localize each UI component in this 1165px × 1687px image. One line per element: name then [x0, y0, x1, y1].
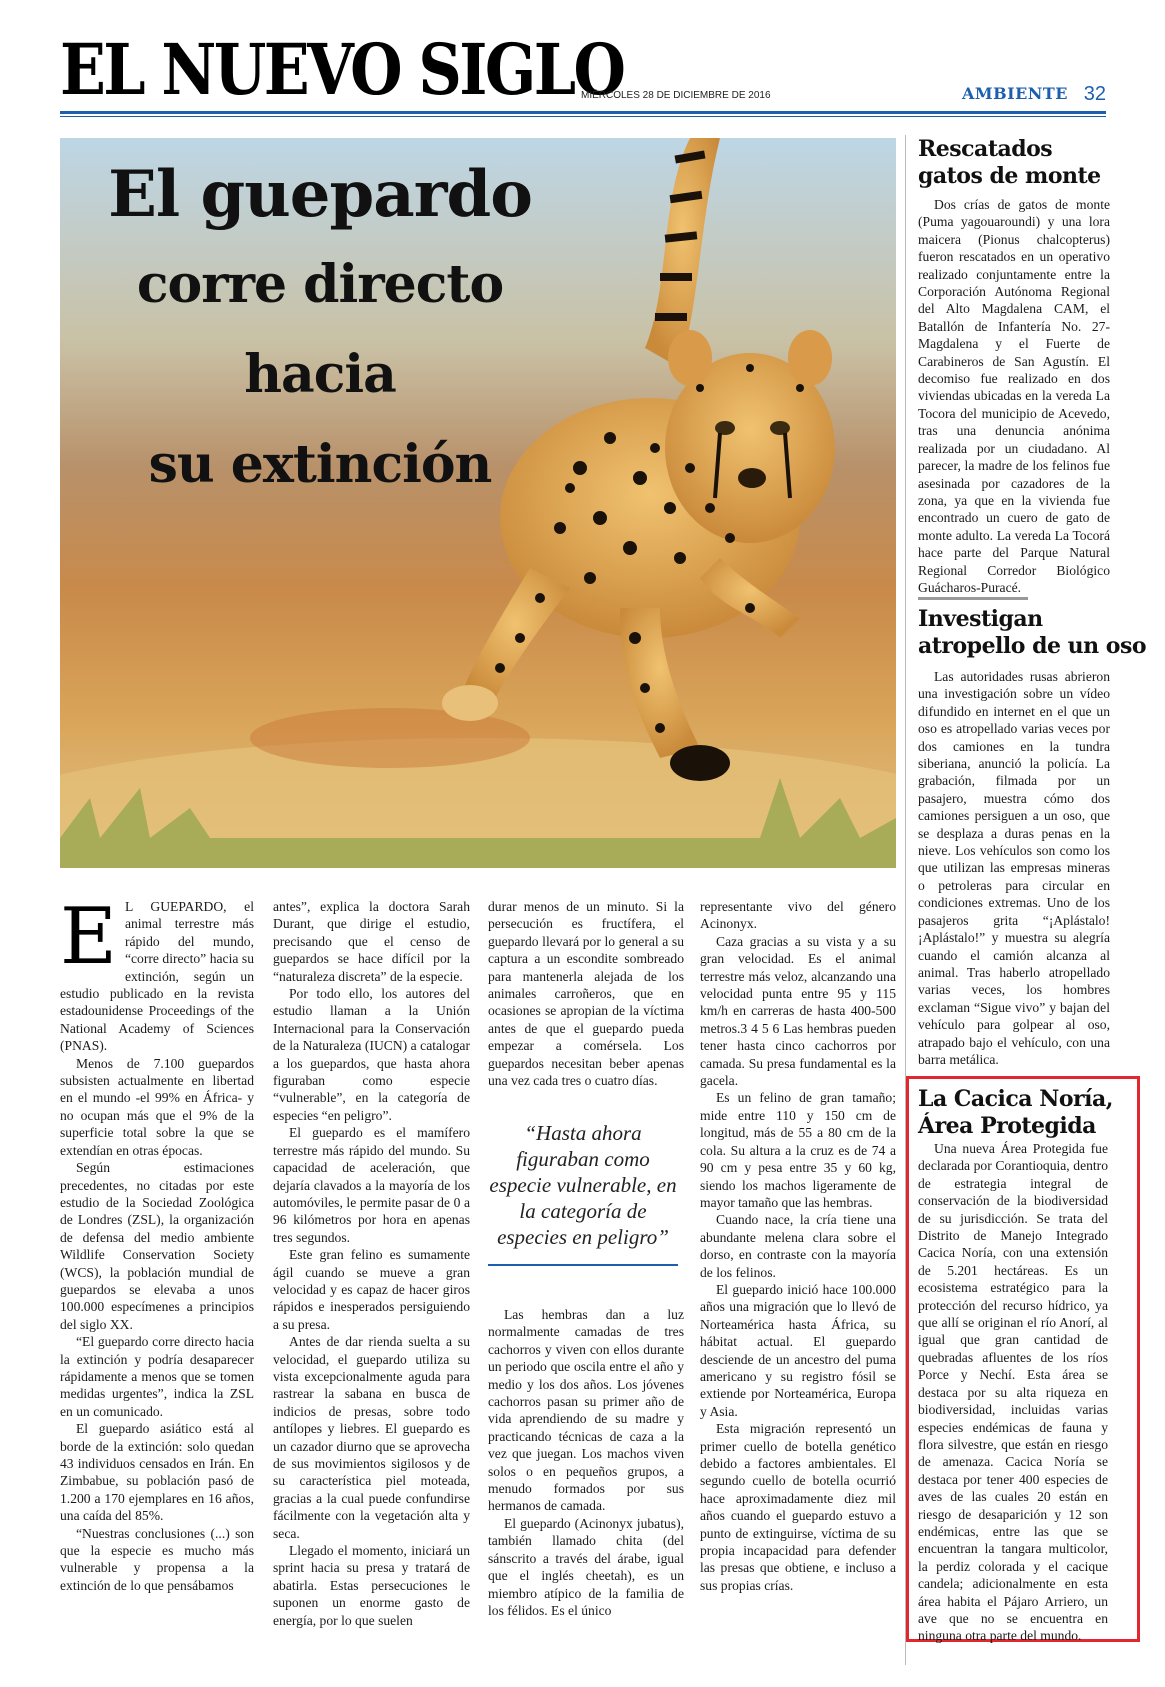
headline-line: atropello de un oso — [918, 633, 1147, 659]
paragraph: “El guepardo corre directo hacia la extinción y podría desaparecer rápidamente a menos que se tomen medidas urgentes”, indica la ZSL en un comunicado. — [60, 1334, 254, 1419]
masthead — [60, 30, 1106, 110]
sidebar-story-3-text: Una nueva Área Protegida fue declarada por Corantioquia, dentro de estrategia integral de conservación de la biodiversidad de su jurisdicción. Se trata del Distrito de Manejo Integrado Cacica Noría, con una extensión de 5.201 hectáreas. Es un ecosistema estratégico para la protección del recurso hídrico, ya que allí se originan el río Anorí, al igual que gran cantidad de quebradas afluentes de los ríos Porce y Nechí. Esta área se destaca por su alta riqueza en biodiversidad, incluidas varias especies endémicas de fauna y flora silvestre, que están en riesgo de amenaza. Cacica Noría se destaca por tener 400 especies de aves de las cuales 20 están en riesgo de desaparición y 12 son endémicas, entre las que se encuentran la tangara multicolor, la perdiz colorada y el cacique candela; adicionalmente en esta área habita el Pájaro Arriero, un ave que no se encuentra en ninguna otra parte del mundo. — [918, 1141, 1108, 1644]
paragraph: durar menos de un minuto. Si la persecución es fructífera, el guepardo llevará por lo general a su captura a un escondite sombreado para mantenerla alejada de los animales carroñeros, que en ocasiones se apropian de la víctima antes de que el guepardo pueda empezar a comérsela. Los guepardos necesitan beber apenas una vez cada tres o cuatro días. — [488, 899, 684, 1089]
headline-line: La Cacica Noría, — [918, 1086, 1113, 1112]
paragraph: Llegado el momento, iniciará un sprint hacia su presa y tratará de abatirla. Estas persecuciones le suponen un enorme gasto de energía, por lo que suelen — [273, 1543, 470, 1628]
feature-headline — [60, 150, 580, 510]
sidebar-story-3-headline — [918, 1086, 1113, 1140]
paragraph: representante vivo del género Acinonyx. — [700, 899, 896, 932]
newspaper-title: EL NUEVO SIGLO — [60, 28, 624, 111]
sidebar-story-1-text: Dos crías de gatos de monte (Puma yagouaroundi) y una lora maicera (Pionus chalcopterus) fueron rescatados en un operativo realizado conjuntamente entre la Corporación Autónoma Regional del Alto Magdalena CAM, el Batallón de Infantería No. 27- Magdalena y el Fuerte de Carabineros de San Agustín. El decomiso fue realizado en dos viviendas ubicadas en la vereda La Tocora del municipio de Acevedo, tras una denuncia anónima realizada por un ciudadano. Al parecer, la madre de los felinos fue asesinada por cazadores de la zona, ya que en la vivienda fue encontrado un cuero de gato de monte adulto. La vereda La Tocorá hace parte del Parque Natural Regional Corredor Biológico Guácharos-Puracé. — [918, 197, 1110, 595]
masthead-rule-thin — [60, 116, 1106, 117]
drop-cap: E — [60, 892, 117, 982]
article-column-3a — [488, 898, 684, 1089]
headline-line-2: corre directo hacia — [136, 254, 504, 405]
paragraph: Las hembras dan a luz normalmente camadas de tres cachorros y viven con ellos durante un periodo que oscila entre el año y medio y los dos años. Los jóvenes cachorros pasan su primer año de vida aprendiendo de su madre y practicando técnicas de caza a la vez que juegan. Los machos viven solos o en pequeños grupos, a menudo formados por sus hermanos de camada. — [488, 1307, 684, 1514]
sidebar-story-1-headline — [918, 136, 1101, 190]
paragraph: Es un felino de gran tamaño; mide entre 110 y 150 cm de longitud, más de 55 a 80 cm de la cola. Su altura a la cruz es de 74 a 90 cm y pesa entre 35 y 60 kg, siendo los machos ligeramente de mayor tamaño que las hembras. — [700, 1090, 896, 1210]
paragraph: L GUEPARDO, el animal terrestre más rápido del mundo, “corre directo” hacia su extinción, según un estudio publicado en la revista estadounidense Proceedings of the National Academy of Sciences (PNAS). — [60, 899, 254, 1054]
paragraph: Antes de dar rienda suelta a su velocidad, el guepardo utiliza su vista excepcionalmente aguda para rastrear la sabana en busca de indicios de presas, sobre todo antílopes y liebres. El guepardo es un cazador diurno que se aprovecha de sus movimientos sigilosos y de su característica piel moteada, gracias a la cual puede confundirse fácilmente con la vegetación alta y seca. — [273, 1334, 470, 1541]
article-column-2 — [273, 898, 470, 1629]
paragraph: El guepardo (Acinonyx jubatus), también llamado chita (del sánscrito a través del árabe, igual que el inglés cheetah), es un miembro atípico de la familia de los félidos. Es el único — [488, 1515, 684, 1618]
headline-line: gatos de monte — [918, 163, 1101, 189]
paragraph: antes”, explica la doctora Sarah Durant, que dirige el estudio, precisando que el censo de guepardos se hace difícil por la “naturaleza discreta” de la especie. — [273, 899, 470, 984]
sidebar-story-2-headline — [918, 606, 1146, 660]
headline-line: Investigan — [918, 606, 1043, 632]
section-label: AMBIENTE — [961, 84, 1068, 103]
paragraph: El guepardo inició hace 100.000 años una migración que lo llevó de Norteamérica hasta África, su hábitat actual. El guepardo desciende de un ancestro del puma americano y su registro fósil se extiende por Norteamérica, Europa y Asia. — [700, 1281, 896, 1419]
paragraph: Esta migración representó un primer cuello de botella genético debido a factores ambientales. El segundo cuello de botella ocurrió hace aproximadamente diez mil años cuando el guepardo estuvo a punto de extinguirse, víctima de su propia incapacidad para defender las presas que obtiene, e incluso a sus propias crías. — [700, 1421, 896, 1593]
paragraph: “Nuestras conclusiones (...) son que la especie es mucho más vulnerable y propensa a la extinción de lo que pensábamos — [60, 1525, 254, 1593]
article-column-3b — [488, 1306, 684, 1619]
headline-line-3: su extinción — [148, 434, 492, 495]
headline-line-1: El guepardo — [108, 157, 532, 232]
paragraph: Menos de 7.100 guepardos subsisten actualmente en libertad en el mundo -el 99% en África- y no ocupan más que el 9% de la superficie total sobre la que se extendían en otras épocas. — [60, 1055, 254, 1158]
paragraph: Según estimaciones precedentes, no citadas por este estudio de la Sociedad Zoológica de Londres (ZSL), la organización de defensa del medio ambiente Wildlife Conservation Society (WCS), la población mundial de guepardos se elevaba a unos 100.000 especímenes a principios del siglo XX. — [60, 1160, 254, 1332]
headline-line: Área Protegida — [918, 1113, 1096, 1139]
paragraph: Cuando nace, la cría tiene una abundante melena clara sobre el dorso, en contraste con la mayoría de los felinos. — [700, 1212, 896, 1280]
paragraph: Caza gracias a su vista y a su gran velocidad. Es el animal terrestre más veloz, alcanzando una velocidad punta entre 95 y 115 km/h en carreras de hasta 400-500 metros.3 4 5 6 Las hembras pueden tener hasta cinco cachorros por camada. Su presa fundamental es la gacela. — [700, 933, 896, 1089]
page-number: 32 — [1083, 83, 1106, 105]
article-column-1 — [60, 892, 254, 1594]
paragraph: El guepardo es el mamífero terrestre más rápido del mundo. Su capacidad de aceleración, que dejaría clavados a la mayoría de los automóviles, le permite pasar de 0 a 96 kilómetros por hora en apenas tres segundos. — [273, 1125, 470, 1245]
paragraph: El guepardo asiático está al borde de la extinción: solo quedan 43 individuos censados en Irán. En Zimbabue, su población pasó de 1.200 a 170 ejemplares en 16 años, una caída del 85%. — [60, 1421, 254, 1524]
sidebar-story-2-text: Las autoridades rusas abrieron una investigación sobre un vídeo difundido en internet en el que un oso es atropellado varias veces por dos camiones en la tundra siberiana, anunció la policía. La grabación, filmada por un pasajero, muestra cómo dos camiones persiguen a un oso, que se desplaza a duras penas en la nieve. Los vehículos son como los que utilizan las empresas mineras o petroleras para circular en condiciones extremas. Uno de los pasajeros grita “¡Aplástalo! ¡Aplástalo!” y muestra su alegría cuando el camión alcanza al animal. Tras haberlo atropellado varias veces, los hombres exclaman “Sigue vivo” y bajan del vehículo para golpear al oso, atrapado bajo el vehículo, con una barra metálica. — [918, 669, 1110, 1067]
paragraph: Este gran felino es sumamente ágil cuando se mueve a gran velocidad y es capaz de hacer giros rápidos e inesperados persiguiendo a su presa. — [273, 1247, 470, 1332]
pull-quote: “Hasta ahora figuraban como especie vulnerable, en la categoría de especies en peligro” — [489, 1121, 677, 1249]
headline-line: Rescatados — [918, 136, 1053, 162]
paragraph: Por todo ello, los autores del estudio llaman a la Unión Internacional para la Conservación de la Naturaleza (IUCN) a catalogar a los guepardos, que hasta ahora figuraban como especie “vulnerable”, en la categoría de especies “en peligro”. — [273, 986, 470, 1123]
pull-quote-rule — [488, 1264, 678, 1266]
sidebar-separator — [918, 597, 1028, 600]
issue-date: MIÉRCOLES 28 DE DICIEMBRE DE 2016 — [581, 90, 771, 101]
article-column-4 — [700, 898, 896, 1594]
masthead-rule — [60, 111, 1106, 114]
